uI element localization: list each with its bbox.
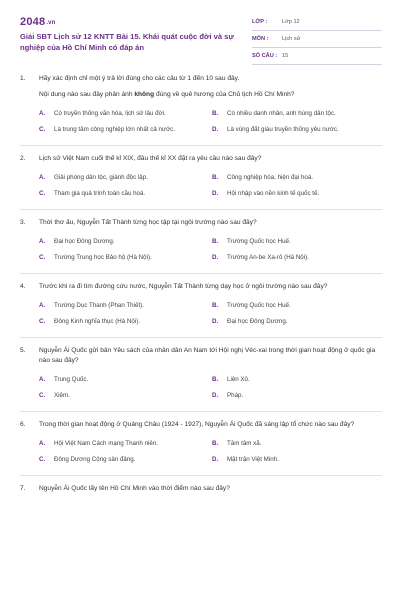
- question-text: Hãy xác định chỉ một ý trả lời đúng cho các câu từ 1 đến 10 sau đây.: [39, 75, 240, 82]
- meta-table: [252, 14, 382, 65]
- question-7: [20, 484, 382, 494]
- option-b[interactable]: B. Công nghiệp hóa, hiện đại hoá.: [212, 174, 314, 182]
- option-list: [39, 170, 382, 202]
- meta-value: Lớp 12: [282, 19, 300, 25]
- question-text: Trước khi ra đi tìm đường cứu nước, Nguyễn Tất Thành từng dạy học ở ngôi trường nào sau đây?: [39, 283, 328, 290]
- meta-row-class: [252, 14, 382, 31]
- option-b[interactable]: B. Trường Quốc học Huế.: [212, 238, 291, 246]
- question-number: 4.: [20, 283, 26, 290]
- option-list: [39, 372, 382, 404]
- question-text: Nguyễn Ái Quốc gửi bản Yêu sách của nhân dân An Nam tới Hội nghị Véc-xai trong thời gian hoạt động ở quốc gia nào sau đây?: [39, 347, 376, 364]
- question-5: [20, 346, 382, 404]
- document-title: Giải SBT Lịch sử 12 KNTT Bài 15. Khái quát cuộc đời và sự nghiệp của Hồ Chí Minh có đáp án: [20, 32, 234, 52]
- option-list: [39, 106, 382, 138]
- option-a[interactable]: A. Trường Dục Thanh (Phan Thiết).: [39, 302, 144, 310]
- divider: [20, 475, 382, 476]
- option-a[interactable]: A. Giải phóng dân tộc, giành độc lập.: [39, 174, 148, 182]
- option-list: [39, 234, 382, 266]
- option-c[interactable]: C. Trường Trung học Bảo hộ (Hà Nội).: [39, 254, 152, 262]
- meta-value: Lịch sử: [282, 36, 301, 42]
- option-a[interactable]: A. Có truyền thống văn hóa, lịch sử lâu đời.: [39, 110, 166, 118]
- option-d[interactable]: D. Là vùng đất giàu truyền thống yêu nước.: [212, 126, 339, 134]
- option-d[interactable]: D. Đại học Đông Dương.: [212, 318, 288, 326]
- question-1: [20, 74, 382, 138]
- option-a[interactable]: A. Đại học Đông Dương.: [39, 238, 115, 246]
- question-number: 5.: [20, 347, 26, 354]
- divider: [20, 411, 382, 412]
- option-c[interactable]: C. Tham gia quá trình toàn cầu hoá.: [39, 190, 146, 198]
- option-b[interactable]: B. Trường Quốc học Huế.: [212, 302, 291, 310]
- question-list: [0, 74, 400, 494]
- meta-value: 15: [282, 53, 289, 59]
- page-header: [0, 0, 400, 66]
- option-b[interactable]: B. Tâm tâm xã.: [212, 440, 262, 448]
- option-list: [39, 436, 382, 468]
- option-list: [39, 298, 382, 330]
- option-c[interactable]: C. Đông Dương Cộng sản đảng.: [39, 456, 136, 464]
- question-prompt: Nội dung nào sau đây phản ánh không đúng về quê hương của Chủ tịch Hồ Chí Minh?: [39, 91, 295, 98]
- option-d[interactable]: D. Trường An-be Xa-rô (Hà Nội).: [212, 254, 309, 262]
- question-4: [20, 282, 382, 330]
- option-b[interactable]: B. Liên Xô.: [212, 376, 250, 384]
- question-number: 7.: [20, 485, 26, 492]
- meta-label: SỐ CÂU :: [252, 53, 278, 59]
- question-text: Thời thơ ấu, Nguyễn Tất Thành từng học tập tại ngôi trường nào sau đây?: [39, 219, 257, 226]
- question-number: 1.: [20, 75, 26, 82]
- divider: [20, 209, 382, 210]
- question-number: 2.: [20, 155, 26, 162]
- option-d[interactable]: D. Hội nhập vào nền kinh tế quốc tế.: [212, 190, 320, 198]
- option-a[interactable]: A. Trung Quốc.: [39, 376, 89, 384]
- option-b[interactable]: B. Có nhiều danh nhân, anh hùng dân tộc.: [212, 110, 336, 118]
- question-2: [20, 154, 382, 202]
- site-logo[interactable]: 2048.vn: [20, 16, 56, 28]
- option-a[interactable]: A. Hội Việt Nam Cách mạng Thanh niên.: [39, 440, 158, 448]
- question-text: Nguyễn Ái Quốc lấy tên Hồ Chí Minh vào thời điểm nào sau đây?: [39, 485, 230, 492]
- option-c[interactable]: C. Là trung tâm công nghiệp lớn nhất cả nước.: [39, 126, 175, 134]
- meta-row-count: [252, 48, 382, 65]
- divider: [20, 337, 382, 338]
- meta-row-subject: [252, 31, 382, 48]
- question-text: Lịch sử Việt Nam cuối thế kỉ XIX, đầu thế kỉ XX đặt ra yêu cầu nào sau đây?: [39, 155, 262, 162]
- option-c[interactable]: C. Đông Kinh nghĩa thục (Hà Nội).: [39, 318, 140, 326]
- question-number: 6.: [20, 421, 26, 428]
- question-text: Trong thời gian hoạt động ở Quảng Châu (1924 - 1927), Nguyễn Ái Quốc đã sáng lập tổ chức nào sau đây?: [39, 421, 355, 428]
- question-number: 3.: [20, 219, 26, 226]
- option-c[interactable]: C. Xiêm.: [39, 392, 70, 400]
- question-6: [20, 420, 382, 468]
- question-3: [20, 218, 382, 266]
- divider: [20, 273, 382, 274]
- divider: [20, 145, 382, 146]
- option-d[interactable]: D. Pháp.: [212, 392, 244, 400]
- meta-label: MÔN :: [252, 36, 269, 42]
- option-d[interactable]: D. Mặt trận Việt Minh.: [212, 456, 279, 464]
- meta-label: LỚP :: [252, 19, 268, 25]
